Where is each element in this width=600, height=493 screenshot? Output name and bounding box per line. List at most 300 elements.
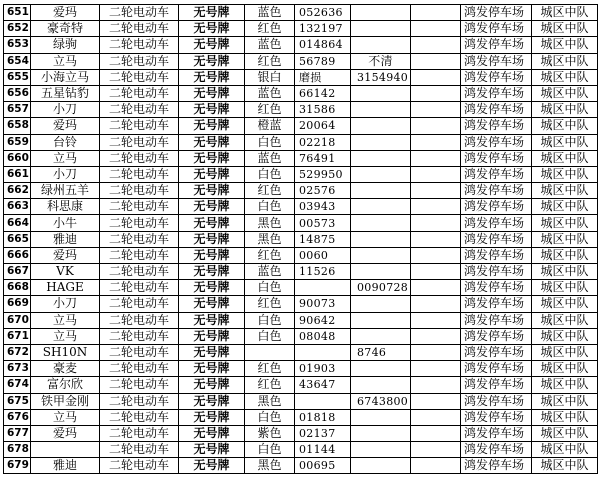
color-cell: 蓝色	[245, 85, 295, 101]
empty-cell	[411, 409, 461, 425]
unit-cell: 城区中队	[532, 37, 598, 53]
plate-cell: 无号牌	[179, 134, 245, 150]
frame-number-cell: 90073	[295, 296, 351, 312]
unit-cell: 城区中队	[532, 199, 598, 215]
row-number: 660	[4, 150, 31, 166]
plate-cell: 无号牌	[179, 150, 245, 166]
row-number: 672	[4, 344, 31, 360]
frame-number-cell: 132197	[295, 21, 351, 37]
vehicle-type-cell: 二轮电动车	[100, 102, 179, 118]
plate-cell: 无号牌	[179, 37, 245, 53]
storage-location-cell: 鸿发停车场	[461, 102, 532, 118]
unit-cell: 城区中队	[532, 5, 598, 21]
engine-number-cell	[351, 199, 411, 215]
plate-cell: 无号牌	[179, 425, 245, 441]
unit-cell: 城区中队	[532, 53, 598, 69]
frame-number-cell: 529950	[295, 166, 351, 182]
color-cell: 红色	[245, 53, 295, 69]
color-cell: 红色	[245, 377, 295, 393]
engine-number-cell	[351, 134, 411, 150]
vehicle-type-cell: 二轮电动车	[100, 53, 179, 69]
brand-cell: 绿驹	[31, 37, 100, 53]
empty-cell	[411, 425, 461, 441]
vehicle-type-cell: 二轮电动车	[100, 393, 179, 409]
frame-number-cell: 56789	[295, 53, 351, 69]
storage-location-cell: 鸿发停车场	[461, 280, 532, 296]
empty-cell	[411, 183, 461, 199]
vehicle-type-cell: 二轮电动车	[100, 296, 179, 312]
engine-number-cell	[351, 377, 411, 393]
table-row	[4, 5, 598, 21]
empty-cell	[411, 361, 461, 377]
frame-number-cell: 00573	[295, 215, 351, 231]
unit-cell: 城区中队	[532, 69, 598, 85]
vehicle-type-cell: 二轮电动车	[100, 5, 179, 21]
brand-cell	[31, 442, 100, 458]
frame-number-cell: 90642	[295, 312, 351, 328]
engine-number-cell: 0090728	[351, 280, 411, 296]
brand-cell: 立马	[31, 328, 100, 344]
empty-cell	[411, 296, 461, 312]
storage-location-cell: 鸿发停车场	[461, 53, 532, 69]
frame-number-cell: 0060	[295, 247, 351, 263]
color-cell: 黑色	[245, 393, 295, 409]
vehicle-type-cell: 二轮电动车	[100, 231, 179, 247]
empty-cell	[411, 442, 461, 458]
table-row	[4, 458, 598, 474]
vehicle-type-cell: 二轮电动车	[100, 37, 179, 53]
table-row	[4, 150, 598, 166]
table-row	[4, 231, 598, 247]
color-cell: 白色	[245, 442, 295, 458]
vehicle-table	[3, 4, 598, 474]
row-number: 654	[4, 53, 31, 69]
engine-number-cell	[351, 442, 411, 458]
frame-number-cell: 03943	[295, 199, 351, 215]
table-row	[4, 247, 598, 263]
row-number: 655	[4, 69, 31, 85]
table-row	[4, 199, 598, 215]
row-number: 677	[4, 425, 31, 441]
unit-cell: 城区中队	[532, 150, 598, 166]
row-number: 673	[4, 361, 31, 377]
row-number: 679	[4, 458, 31, 474]
brand-cell: 铁甲金刚	[31, 393, 100, 409]
unit-cell: 城区中队	[532, 102, 598, 118]
engine-number-cell: 8746	[351, 344, 411, 360]
vehicle-type-cell: 二轮电动车	[100, 166, 179, 182]
color-cell: 黑色	[245, 215, 295, 231]
storage-location-cell: 鸿发停车场	[461, 328, 532, 344]
row-number: 668	[4, 280, 31, 296]
frame-number-cell	[295, 280, 351, 296]
unit-cell: 城区中队	[532, 85, 598, 101]
table-row	[4, 85, 598, 101]
table-row	[4, 264, 598, 280]
empty-cell	[411, 280, 461, 296]
table-row	[4, 344, 598, 360]
frame-number-cell	[295, 393, 351, 409]
engine-number-cell: 3154940	[351, 69, 411, 85]
color-cell: 白色	[245, 199, 295, 215]
unit-cell: 城区中队	[532, 296, 598, 312]
brand-cell: 爱玛	[31, 5, 100, 21]
vehicle-type-cell: 二轮电动车	[100, 150, 179, 166]
storage-location-cell: 鸿发停车场	[461, 134, 532, 150]
vehicle-type-cell: 二轮电动车	[100, 361, 179, 377]
plate-cell: 无号牌	[179, 102, 245, 118]
empty-cell	[411, 215, 461, 231]
row-number: 676	[4, 409, 31, 425]
storage-location-cell: 鸿发停车场	[461, 264, 532, 280]
empty-cell	[411, 134, 461, 150]
engine-number-cell	[351, 183, 411, 199]
color-cell: 黑色	[245, 458, 295, 474]
vehicle-type-cell: 二轮电动车	[100, 21, 179, 37]
brand-cell: 富尔欣	[31, 377, 100, 393]
brand-cell: VK	[31, 264, 100, 280]
row-number: 659	[4, 134, 31, 150]
storage-location-cell: 鸿发停车场	[461, 393, 532, 409]
color-cell: 白色	[245, 328, 295, 344]
frame-number-cell: 14875	[295, 231, 351, 247]
table-row	[4, 21, 598, 37]
brand-cell: 小海立马	[31, 69, 100, 85]
unit-cell: 城区中队	[532, 183, 598, 199]
table-row	[4, 134, 598, 150]
plate-cell: 无号牌	[179, 280, 245, 296]
plate-cell: 无号牌	[179, 199, 245, 215]
engine-number-cell	[351, 361, 411, 377]
frame-number-cell: 磨损	[295, 69, 351, 85]
storage-location-cell: 鸿发停车场	[461, 312, 532, 328]
empty-cell	[411, 85, 461, 101]
color-cell: 白色	[245, 166, 295, 182]
frame-number-cell: 43647	[295, 377, 351, 393]
vehicle-type-cell: 二轮电动车	[100, 69, 179, 85]
vehicle-type-cell: 二轮电动车	[100, 377, 179, 393]
row-number: 662	[4, 183, 31, 199]
color-cell: 白色	[245, 280, 295, 296]
frame-number-cell: 08048	[295, 328, 351, 344]
vehicle-type-cell: 二轮电动车	[100, 183, 179, 199]
row-number: 664	[4, 215, 31, 231]
row-number: 671	[4, 328, 31, 344]
row-number: 656	[4, 85, 31, 101]
storage-location-cell: 鸿发停车场	[461, 85, 532, 101]
table-row	[4, 166, 598, 182]
color-cell: 红色	[245, 102, 295, 118]
color-cell: 蓝色	[245, 150, 295, 166]
brand-cell: HAGE	[31, 280, 100, 296]
frame-number-cell: 20064	[295, 118, 351, 134]
color-cell: 红色	[245, 361, 295, 377]
unit-cell: 城区中队	[532, 264, 598, 280]
plate-cell: 无号牌	[179, 231, 245, 247]
color-cell: 红色	[245, 247, 295, 263]
brand-cell: SH10N	[31, 344, 100, 360]
frame-number-cell	[295, 344, 351, 360]
brand-cell: 爱玛	[31, 425, 100, 441]
plate-cell: 无号牌	[179, 118, 245, 134]
empty-cell	[411, 312, 461, 328]
storage-location-cell: 鸿发停车场	[461, 69, 532, 85]
storage-location-cell: 鸿发停车场	[461, 215, 532, 231]
table-body	[4, 5, 598, 474]
empty-cell	[411, 5, 461, 21]
unit-cell: 城区中队	[532, 312, 598, 328]
storage-location-cell: 鸿发停车场	[461, 231, 532, 247]
storage-location-cell: 鸿发停车场	[461, 377, 532, 393]
engine-number-cell	[351, 102, 411, 118]
table-row	[4, 361, 598, 377]
color-cell: 白色	[245, 312, 295, 328]
frame-number-cell: 01144	[295, 442, 351, 458]
engine-number-cell: 6743800	[351, 393, 411, 409]
plate-cell: 无号牌	[179, 409, 245, 425]
plate-cell: 无号牌	[179, 393, 245, 409]
vehicle-type-cell: 二轮电动车	[100, 312, 179, 328]
row-number: 657	[4, 102, 31, 118]
unit-cell: 城区中队	[532, 377, 598, 393]
brand-cell: 台铃	[31, 134, 100, 150]
frame-number-cell: 31586	[295, 102, 351, 118]
color-cell: 红色	[245, 296, 295, 312]
engine-number-cell	[351, 328, 411, 344]
plate-cell: 无号牌	[179, 312, 245, 328]
engine-number-cell	[351, 312, 411, 328]
vehicle-type-cell: 二轮电动车	[100, 247, 179, 263]
vehicle-type-cell: 二轮电动车	[100, 425, 179, 441]
storage-location-cell: 鸿发停车场	[461, 37, 532, 53]
unit-cell: 城区中队	[532, 409, 598, 425]
brand-cell: 小牛	[31, 215, 100, 231]
unit-cell: 城区中队	[532, 247, 598, 263]
plate-cell: 无号牌	[179, 183, 245, 199]
plate-cell: 无号牌	[179, 344, 245, 360]
empty-cell	[411, 231, 461, 247]
unit-cell: 城区中队	[532, 425, 598, 441]
frame-number-cell: 02218	[295, 134, 351, 150]
row-number: 667	[4, 264, 31, 280]
engine-number-cell	[351, 409, 411, 425]
table-row	[4, 53, 598, 69]
vehicle-type-cell: 二轮电动车	[100, 442, 179, 458]
engine-number-cell	[351, 264, 411, 280]
frame-number-cell: 014864	[295, 37, 351, 53]
unit-cell: 城区中队	[532, 361, 598, 377]
vehicle-type-cell: 二轮电动车	[100, 118, 179, 134]
color-cell: 橙蓝	[245, 118, 295, 134]
table-row	[4, 409, 598, 425]
frame-number-cell: 052636	[295, 5, 351, 21]
empty-cell	[411, 328, 461, 344]
brand-cell: 立马	[31, 312, 100, 328]
storage-location-cell: 鸿发停车场	[461, 5, 532, 21]
storage-location-cell: 鸿发停车场	[461, 442, 532, 458]
table-row	[4, 37, 598, 53]
storage-location-cell: 鸿发停车场	[461, 166, 532, 182]
empty-cell	[411, 118, 461, 134]
row-number: 666	[4, 247, 31, 263]
vehicle-type-cell: 二轮电动车	[100, 328, 179, 344]
color-cell: 黑色	[245, 231, 295, 247]
row-number: 675	[4, 393, 31, 409]
table-row	[4, 377, 598, 393]
row-number: 653	[4, 37, 31, 53]
brand-cell: 科思康	[31, 199, 100, 215]
table-row	[4, 118, 598, 134]
engine-number-cell	[351, 21, 411, 37]
unit-cell: 城区中队	[532, 215, 598, 231]
color-cell: 蓝色	[245, 264, 295, 280]
empty-cell	[411, 53, 461, 69]
color-cell: 白色	[245, 134, 295, 150]
color-cell	[245, 344, 295, 360]
vehicle-type-cell: 二轮电动车	[100, 458, 179, 474]
row-number: 651	[4, 5, 31, 21]
vehicle-registry-sheet	[3, 4, 597, 490]
table-row	[4, 328, 598, 344]
row-number: 669	[4, 296, 31, 312]
unit-cell: 城区中队	[532, 134, 598, 150]
unit-cell: 城区中队	[532, 458, 598, 474]
storage-location-cell: 鸿发停车场	[461, 183, 532, 199]
empty-cell	[411, 377, 461, 393]
brand-cell: 雅迪	[31, 231, 100, 247]
unit-cell: 城区中队	[532, 118, 598, 134]
plate-cell: 无号牌	[179, 5, 245, 21]
engine-number-cell	[351, 5, 411, 21]
vehicle-type-cell: 二轮电动车	[100, 215, 179, 231]
vehicle-type-cell: 二轮电动车	[100, 264, 179, 280]
plate-cell: 无号牌	[179, 377, 245, 393]
unit-cell: 城区中队	[532, 231, 598, 247]
row-number: 678	[4, 442, 31, 458]
frame-number-cell: 02137	[295, 425, 351, 441]
storage-location-cell: 鸿发停车场	[461, 247, 532, 263]
storage-location-cell: 鸿发停车场	[461, 425, 532, 441]
empty-cell	[411, 150, 461, 166]
brand-cell: 豪奇特	[31, 21, 100, 37]
empty-cell	[411, 21, 461, 37]
brand-cell: 立马	[31, 150, 100, 166]
engine-number-cell	[351, 37, 411, 53]
storage-location-cell: 鸿发停车场	[461, 150, 532, 166]
storage-location-cell: 鸿发停车场	[461, 199, 532, 215]
color-cell: 银白	[245, 69, 295, 85]
plate-cell: 无号牌	[179, 85, 245, 101]
engine-number-cell: 不清	[351, 53, 411, 69]
brand-cell: 小刀	[31, 166, 100, 182]
storage-location-cell: 鸿发停车场	[461, 409, 532, 425]
empty-cell	[411, 247, 461, 263]
table-row	[4, 280, 598, 296]
plate-cell: 无号牌	[179, 328, 245, 344]
color-cell: 紫色	[245, 425, 295, 441]
unit-cell: 城区中队	[532, 21, 598, 37]
table-row	[4, 69, 598, 85]
empty-cell	[411, 344, 461, 360]
brand-cell: 雅迪	[31, 458, 100, 474]
unit-cell: 城区中队	[532, 328, 598, 344]
row-number: 658	[4, 118, 31, 134]
empty-cell	[411, 102, 461, 118]
empty-cell	[411, 69, 461, 85]
plate-cell: 无号牌	[179, 21, 245, 37]
plate-cell: 无号牌	[179, 442, 245, 458]
engine-number-cell	[351, 85, 411, 101]
vehicle-type-cell: 二轮电动车	[100, 280, 179, 296]
color-cell: 红色	[245, 21, 295, 37]
color-cell: 蓝色	[245, 5, 295, 21]
plate-cell: 无号牌	[179, 53, 245, 69]
empty-cell	[411, 166, 461, 182]
table-row	[4, 215, 598, 231]
storage-location-cell: 鸿发停车场	[461, 361, 532, 377]
engine-number-cell	[351, 247, 411, 263]
row-number: 674	[4, 377, 31, 393]
frame-number-cell: 76491	[295, 150, 351, 166]
storage-location-cell: 鸿发停车场	[461, 458, 532, 474]
frame-number-cell: 00695	[295, 458, 351, 474]
brand-cell: 爱玛	[31, 247, 100, 263]
color-cell: 白色	[245, 409, 295, 425]
color-cell: 红色	[245, 183, 295, 199]
row-number: 663	[4, 199, 31, 215]
plate-cell: 无号牌	[179, 296, 245, 312]
plate-cell: 无号牌	[179, 361, 245, 377]
empty-cell	[411, 458, 461, 474]
vehicle-type-cell: 二轮电动车	[100, 409, 179, 425]
unit-cell: 城区中队	[532, 344, 598, 360]
frame-number-cell: 01818	[295, 409, 351, 425]
table-row	[4, 102, 598, 118]
empty-cell	[411, 393, 461, 409]
table-row	[4, 296, 598, 312]
plate-cell: 无号牌	[179, 247, 245, 263]
brand-cell: 立马	[31, 409, 100, 425]
table-row	[4, 442, 598, 458]
plate-cell: 无号牌	[179, 458, 245, 474]
plate-cell: 无号牌	[179, 69, 245, 85]
brand-cell: 豪麦	[31, 361, 100, 377]
brand-cell: 五星钻豹	[31, 85, 100, 101]
vehicle-type-cell: 二轮电动车	[100, 134, 179, 150]
unit-cell: 城区中队	[532, 442, 598, 458]
engine-number-cell	[351, 458, 411, 474]
row-number: 661	[4, 166, 31, 182]
storage-location-cell: 鸿发停车场	[461, 21, 532, 37]
frame-number-cell: 02576	[295, 183, 351, 199]
storage-location-cell: 鸿发停车场	[461, 296, 532, 312]
table-row	[4, 183, 598, 199]
frame-number-cell: 01903	[295, 361, 351, 377]
engine-number-cell	[351, 166, 411, 182]
empty-cell	[411, 199, 461, 215]
unit-cell: 城区中队	[532, 166, 598, 182]
row-number: 665	[4, 231, 31, 247]
color-cell: 蓝色	[245, 37, 295, 53]
frame-number-cell: 11526	[295, 264, 351, 280]
engine-number-cell	[351, 231, 411, 247]
plate-cell: 无号牌	[179, 264, 245, 280]
engine-number-cell	[351, 425, 411, 441]
empty-cell	[411, 37, 461, 53]
brand-cell: 立马	[31, 53, 100, 69]
unit-cell: 城区中队	[532, 393, 598, 409]
engine-number-cell	[351, 118, 411, 134]
